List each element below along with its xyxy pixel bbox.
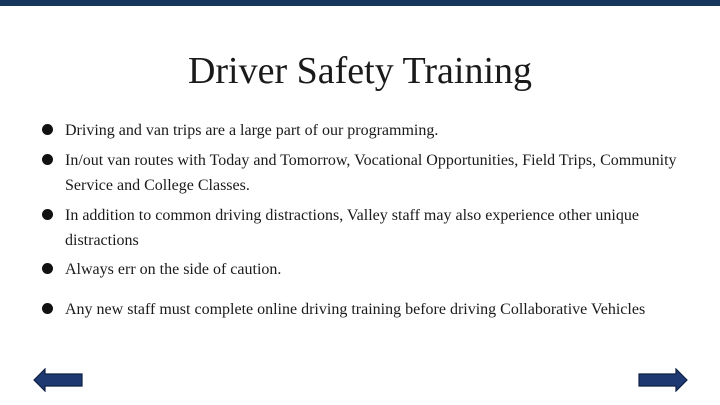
bullet-point-icon	[42, 209, 53, 220]
bullet-text: Always err on the side of caution.	[65, 261, 282, 278]
left-arrow-icon	[33, 368, 83, 392]
slide-title: Driver Safety Training	[187, 50, 533, 92]
bullet-point-icon	[42, 263, 53, 274]
bullet-text: In addition to common driving distractions, Valley staff may also experience other unique distractions	[65, 207, 639, 249]
previous-slide-button[interactable]	[33, 368, 83, 392]
bullet-text: Any new staff must complete online driving training before driving Collaborative Vehicles	[65, 301, 646, 318]
bullet-point-icon	[42, 303, 53, 314]
bullet-text: Driving and van trips are a large part of our programming.	[65, 122, 439, 139]
bullet-point-icon	[42, 154, 53, 165]
next-slide-button[interactable]	[638, 368, 688, 392]
right-arrow-icon	[638, 368, 688, 392]
bullet-text: In/out van routes with Today and Tomorrow, Vocational Opportunities, Field Trips, Community Service and College Classes.	[65, 152, 677, 194]
bullet-point-icon	[42, 124, 53, 135]
